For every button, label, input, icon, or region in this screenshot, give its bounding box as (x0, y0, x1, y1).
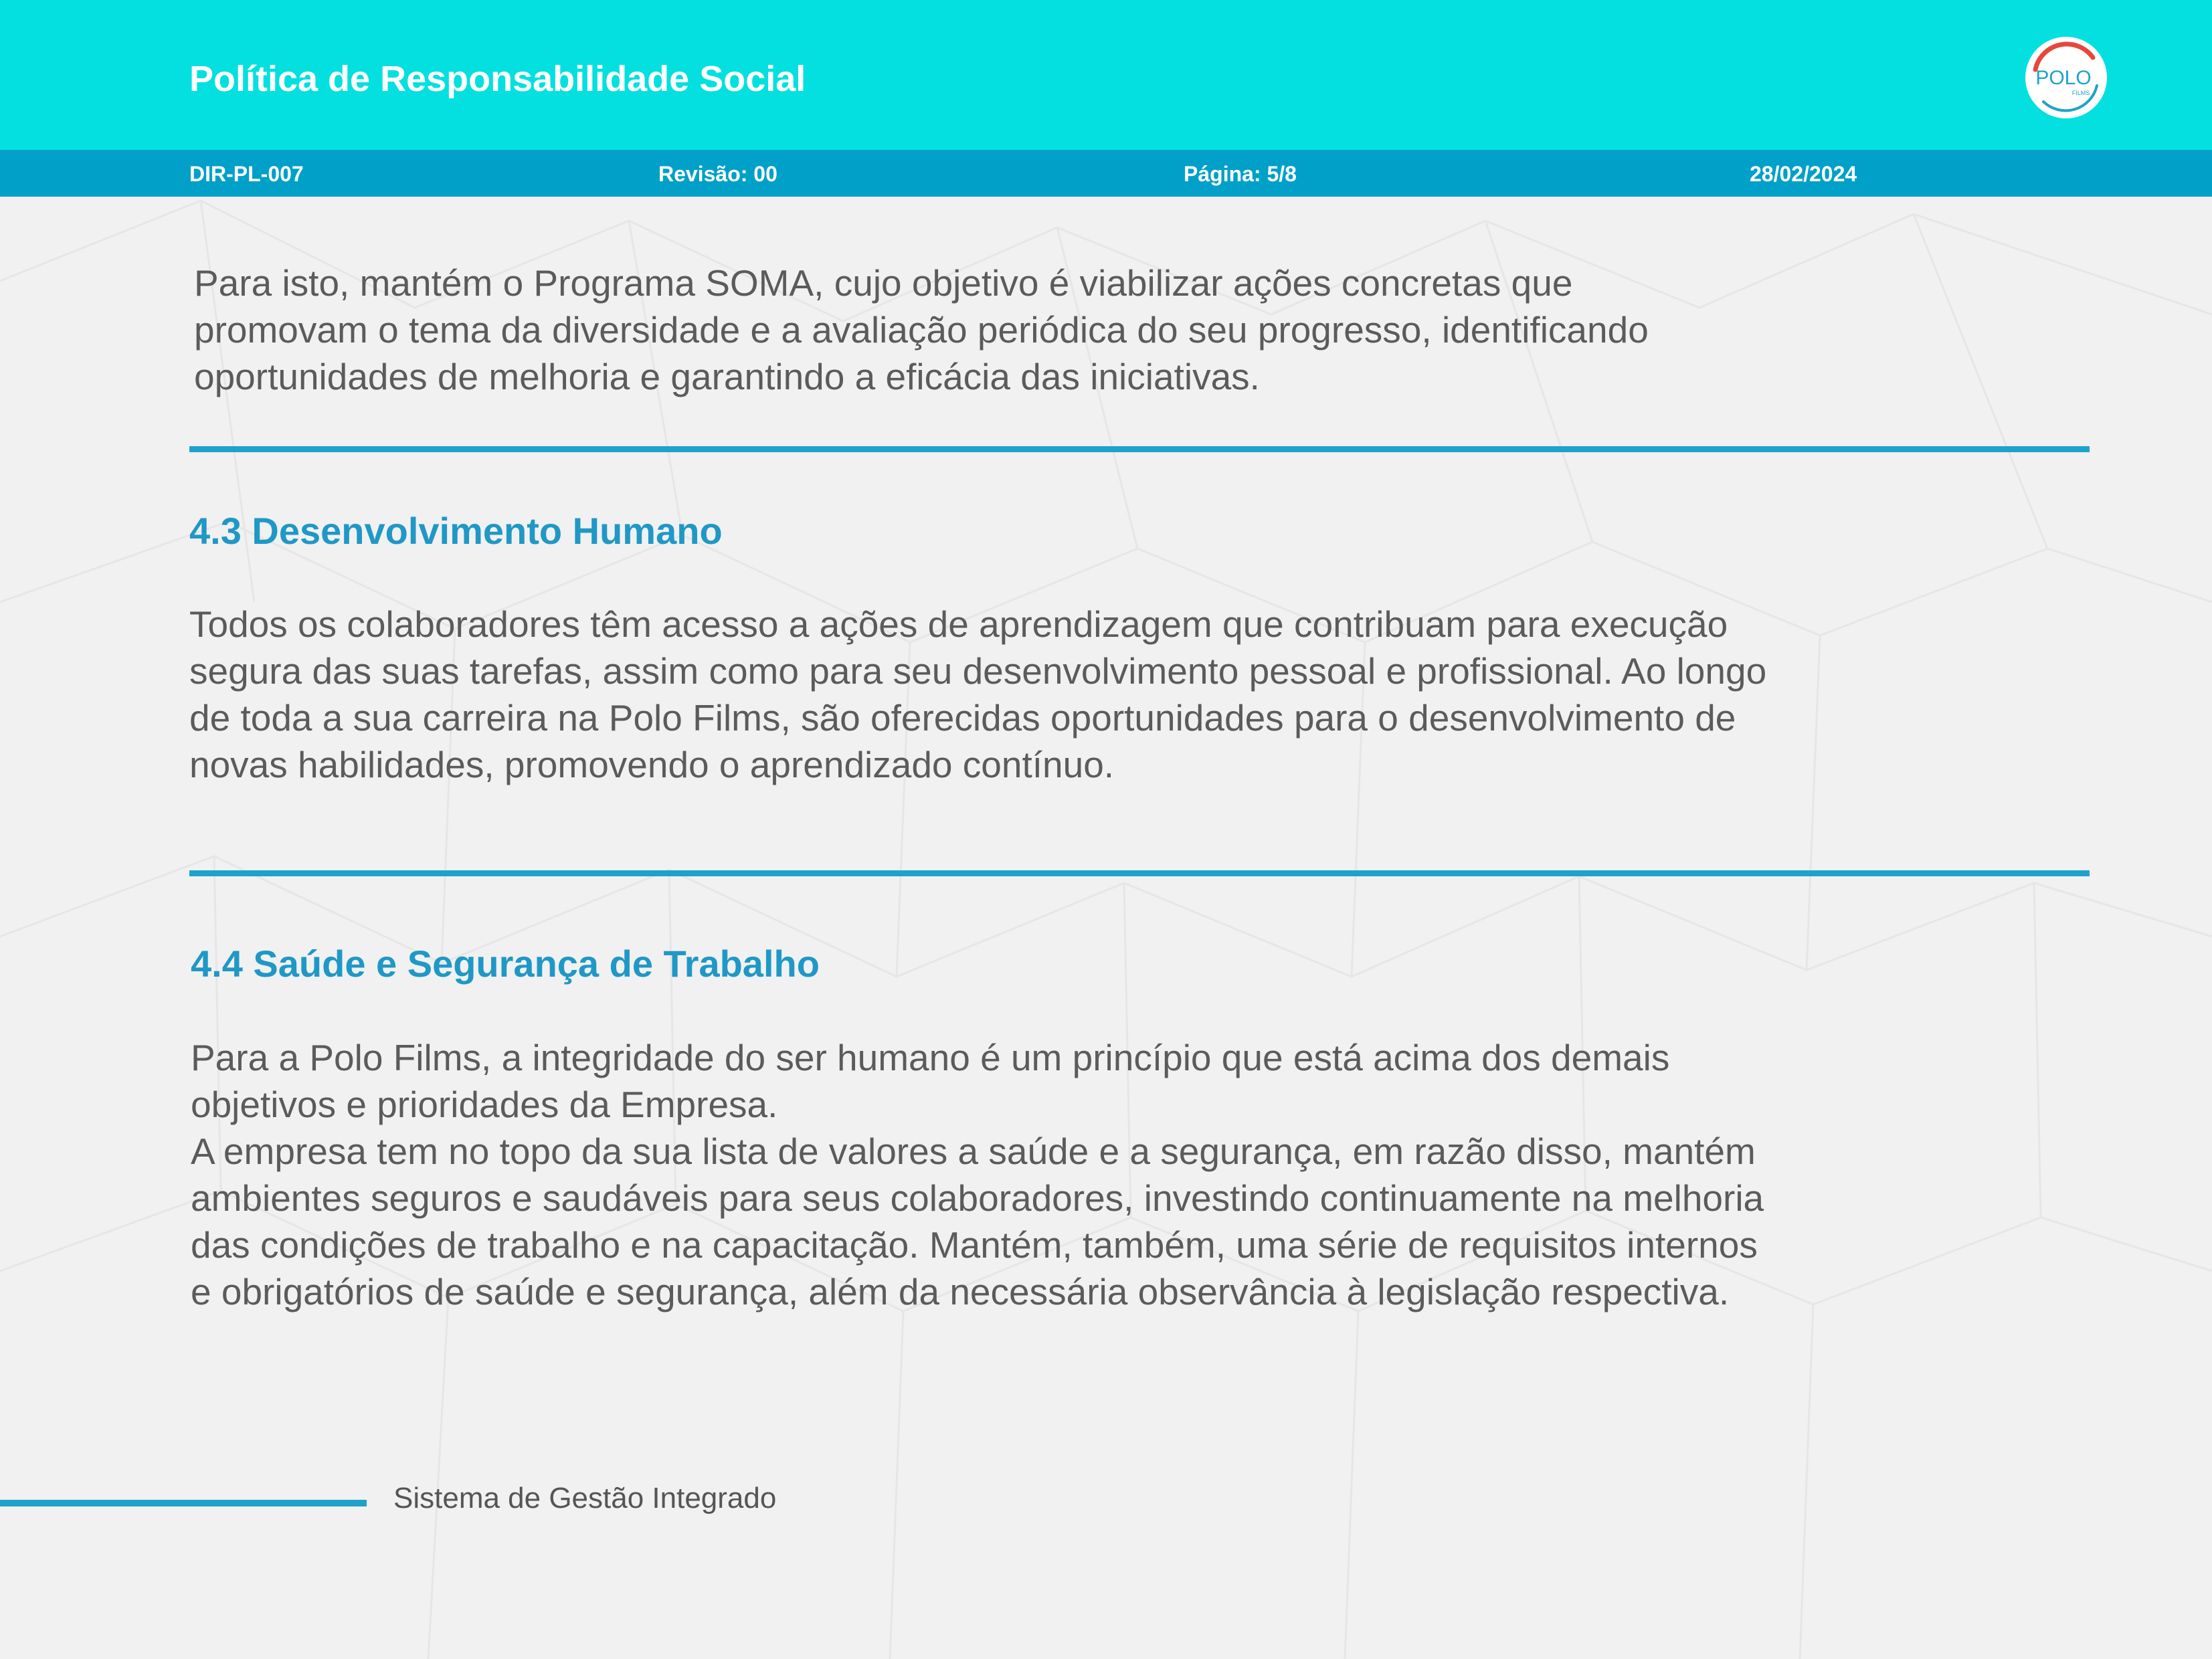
page-number: Página: 5/8 (1184, 162, 1297, 186)
revision-number: Revisão: 00 (658, 162, 777, 186)
document-date: 28/02/2024 (1750, 162, 1857, 186)
document-code: DIR-PL-007 (189, 162, 304, 186)
intro-paragraph: Para isto, mantém o Programa SOMA, cujo objetivo é viabilizar ações concretas que promovam o tema da diversidade e a avaliação periódica do seu progresso, identificando oportunidades de melhoria e garantindo a eficácia das iniciativas. (194, 262, 1649, 397)
section-heading-4-3: 4.3 Desenvolvimento Humano (189, 510, 723, 552)
footer-accent-line (0, 1500, 367, 1506)
page-header (0, 0, 2212, 150)
footer-system-name: Sistema de Gestão Integrado (393, 1482, 777, 1515)
logo-wordmark: POLO (2035, 67, 2092, 89)
section-4-3-paragraph: Todos os colaboradores têm acesso a ações de aprendizagem que contribuam para execução segura das suas tarefas, assim como para seu desenvolvimento pessoal e profissional. Ao longo de toda a sua carreira na Polo Films, são oferecidas oportunidades para o desenvolvimento de novas habilidades, promovendo o aprendizado contínuo. (189, 603, 1767, 785)
polo-films-logo (2023, 35, 2109, 120)
section-divider (189, 446, 2090, 452)
section-4-4-paragraph: Para a Polo Films, a integridade do ser humano é um princípio que está acima dos demais objetivos e prioridades da Empresa. A empresa tem no topo da sua lista de valores a saúde e a segurança, em razão disso, mantém ambientes seguros e saudáveis para seus colaboradores, investindo continuamente na melhoria das condições de trabalho e na capacitação. Mantém, também, uma série de requisitos internos e obrigatórios de saúde e segurança, além da necessária observância à legislação respectiva. (191, 1037, 1764, 1312)
section-divider (189, 870, 2090, 876)
section-heading-4-4: 4.4 Saúde e Segurança de Trabalho (191, 943, 820, 985)
document-meta-bar (0, 150, 2212, 197)
logo-subtext: FILMS (2071, 90, 2090, 96)
document-title: Política de Responsabilidade Social (189, 59, 806, 99)
